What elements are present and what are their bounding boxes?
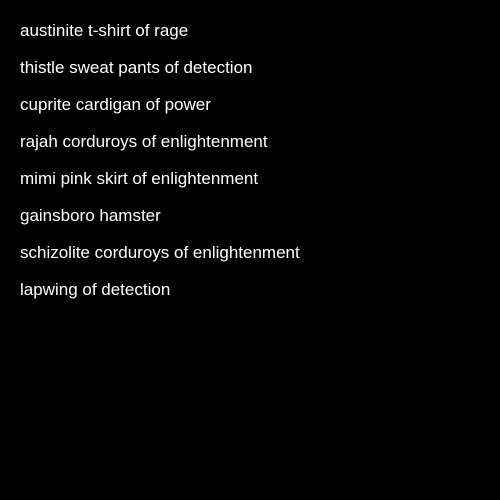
list-item[interactable] [20,20,300,57]
item-list [20,20,300,316]
list-item[interactable] [20,168,300,205]
list-item-label: thistle sweat pants of detection [20,58,253,77]
list-item[interactable] [20,279,300,316]
list-item[interactable] [20,131,300,168]
list-item[interactable] [20,205,300,242]
list-item-label: lapwing of detection [20,280,171,299]
list-item[interactable] [20,242,300,279]
list-item-label: mimi pink skirt of enlightenment [20,169,259,188]
list-item[interactable] [20,94,300,131]
list-item-label: gainsboro hamster [20,206,161,225]
list-item-label: schizolite corduroys of enlightenment [20,243,300,262]
list-item-label: austinite t-shirt of rage [20,21,189,40]
list-item-label: rajah corduroys of enlightenment [20,132,268,151]
list-item-label: cuprite cardigan of power [20,95,211,114]
list-item[interactable] [20,57,300,94]
